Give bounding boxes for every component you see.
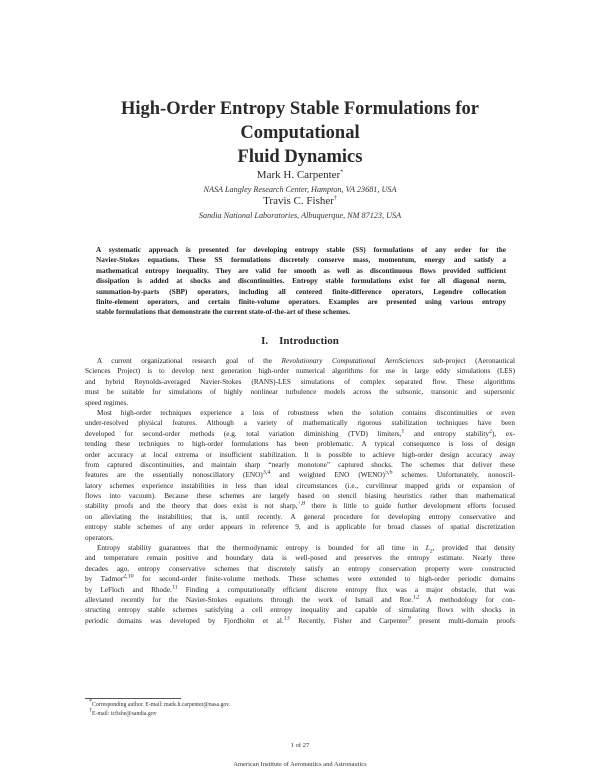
abstract-line: dissipation is added at shocks and discontinuities. Entropy stable formulations exist for all diagonal norm, <box>96 277 506 286</box>
body-line: periodic domains was developed by Fjordholm et al.$^{13}$ Recently, Fisher and Carpenter$^9$ present multi-domain proofs <box>85 615 515 625</box>
footnotes <box>85 701 515 718</box>
citation-superscript: 2,10 <box>123 574 134 580</box>
body-line: order accuracy at local extrema or insufficient stabilization. It is possible to achieve high-order design accuracy away <box>85 450 515 459</box>
body-line: flows into vacuum). Because these schemes are largely based on stencil biasing heuristics rather than mathematical <box>85 492 515 501</box>
body-line: A current organizational research goal of the Revolutionary Computational AeroSciences sub-project (Aeronautical <box>97 357 515 365</box>
title-line-1: High-Order Entropy Stable Formulations for Computational <box>120 99 479 143</box>
body-line: Most high-order techniques experience a loss of robustness when the solution contains discontinuities or even <box>97 408 515 417</box>
footnote-mark: † <box>89 707 92 714</box>
section-number: I. <box>261 335 269 347</box>
body-line: stability proofs and the theory that does exist is not sharp,$^{7,8}$ there is little to guide further development efforts focused <box>85 501 515 511</box>
italic-text: L <box>425 544 430 553</box>
body-text <box>85 356 515 626</box>
body-line: tending these techniques to high-order formulations has been problematic. A typical consequence is loss of design <box>85 440 515 449</box>
italic-text: Revolutionary Computational AeroSciences <box>281 357 424 365</box>
abstract-line: summation-by-parts (SBP) operators, including all centered finite-difference operators, Legendre collocation <box>96 287 506 296</box>
title-line-2: Fluid Dynamics <box>237 147 363 167</box>
body-line: developed for second-order methods (e.g. total variation diminishing (TVD) limiters,$^1$ and entropy stability$^2$), ex- <box>85 428 515 438</box>
body-line: and hybrid Reynolds-averaged Navier-Stokes (RANS)-LES simulations of complex separated flow. These algorithms <box>85 377 515 386</box>
body-line: operators. <box>85 533 114 542</box>
citation-superscript: 11 <box>171 584 178 591</box>
body-line: by LeFloch and Rhode.$^{11}$ Finding a computationally efficient discrete entropy flux was a major obstacle, that was <box>85 584 515 594</box>
abstract-line: finite-element operators, and certain finite-volume operators. Examples are presented using various entropy <box>96 298 506 307</box>
author-2-mark: † <box>333 195 337 202</box>
footnote-mark: * <box>89 699 92 706</box>
body-line: from captured discontinuities, and maintain sharp “nearly monotone” captured shocks. The schemes that deliver these <box>85 460 515 469</box>
citation-superscript: 1 <box>401 428 405 435</box>
abstract-line: Navier-Stokes equations. These SS formulations discretely conserve mass, momentum, energy and satisfy a <box>96 256 506 265</box>
citation-superscript: 7,8 <box>297 501 306 508</box>
footnote-text: Corresponding author. E-mail: mark.h.carpenter@nasa.gov. <box>92 702 231 708</box>
author-2-name: Travis C. Fisher <box>263 195 334 207</box>
body-line: decades ago, entropy conservative schemes that discretely satisfy an entropy conservation property were constructed <box>85 564 515 573</box>
footnote <box>85 707 515 719</box>
citation-superscript: 3,4 <box>262 470 271 476</box>
abstract-line: stable formulations that demonstrate the current state-of-the-art of these schemes. <box>96 308 350 317</box>
subscript: 2 <box>429 548 433 554</box>
body-line: Sciences Project) is to develop next generation high-order numerical algorithms for use in large eddy simulations (LES) <box>85 367 515 376</box>
citation-superscript: 9 <box>407 615 411 622</box>
body-line: structing entropy stable schemes satisfying a cell entropy inequality and capable of simulating flows with shocks in <box>85 606 515 615</box>
body-line: latory schemes experience instabilities in less than ideal circumstances (i.e., curvilinear mapped grids or expansion of <box>85 481 515 490</box>
author-1-affiliation: NASA Langley Research Center, Hampton, VA 23681, USA <box>203 185 397 194</box>
body-line: entropy stable schemes of any order appears in reference 9, and is applicable for broad classes of spatial discretization <box>85 523 515 532</box>
body-line: under-resolved physical features. Although a variety of mathematically rigorous stabilization techniques have been <box>85 419 515 428</box>
author-2-affiliation: Sandia National Laboratories, Albuquerque, NM 87123, USA <box>198 211 402 220</box>
footnote-rule <box>85 698 181 699</box>
author-1-name: Mark H. Carpenter <box>256 169 341 181</box>
footnote <box>85 701 515 710</box>
abstract-line: A systematic approach is presented for developing entropy stable (SS) formulations of any order for the <box>96 246 506 254</box>
body-line: speed regimes. <box>85 398 129 407</box>
section-title: Introduction <box>279 335 339 347</box>
citation-superscript: 13 <box>283 615 290 622</box>
citation-superscript: 5,6 <box>384 470 393 476</box>
page-number: 1 of 27 <box>290 742 310 749</box>
author-2 <box>0 195 600 207</box>
abstract-line: mathematical entropy inequality. They are valid for smooth as well as discontinuous flows provided sufficient <box>96 266 506 275</box>
citation-superscript: 2 <box>488 428 492 435</box>
section-heading <box>0 335 600 347</box>
body-line: must be suitable for simulations of highly nonlinear turbulence models across the subsonic, transonic and supersonic <box>85 388 515 397</box>
body-line: features are the essentially nonoscillatory (ENO)$^{3,4}$ and weighted ENO (WENO)$^{5,6}$ schemes. Unfortunately, nonoscil- <box>85 470 515 480</box>
organization-footer: American Institute of Aeronautics and Astronautics <box>233 761 367 768</box>
abstract <box>96 245 506 318</box>
author-1 <box>0 169 600 181</box>
citation-superscript: 12 <box>413 594 420 601</box>
body-line: alleviated recently for the Navier-Stokes equations through the work of Ismail and Roe.$^{12}$ A methodology for con- <box>85 594 515 604</box>
body-line: by Tadmor$^{2,10}$ for second-order finite-volume methods. These schemes were extended to high-order periodic domains <box>85 574 515 584</box>
body-line: on alleviating the instabilities; that is, until recently. A general procedure for developing entropy conservative and <box>85 512 515 521</box>
body-line: Entropy stability guarantees that the thermodynamic entropy is bounded for all time in $L_2$, provided that density <box>97 544 515 554</box>
footnote-text: E-mail: tcfishe@sandia.gov <box>92 710 157 717</box>
paper-title <box>60 97 540 169</box>
author-1-mark: * <box>340 169 344 176</box>
body-line: and temperature remain positive and boundary data is well-posed and preserves the entropy estimate. Nearly three <box>85 554 515 563</box>
